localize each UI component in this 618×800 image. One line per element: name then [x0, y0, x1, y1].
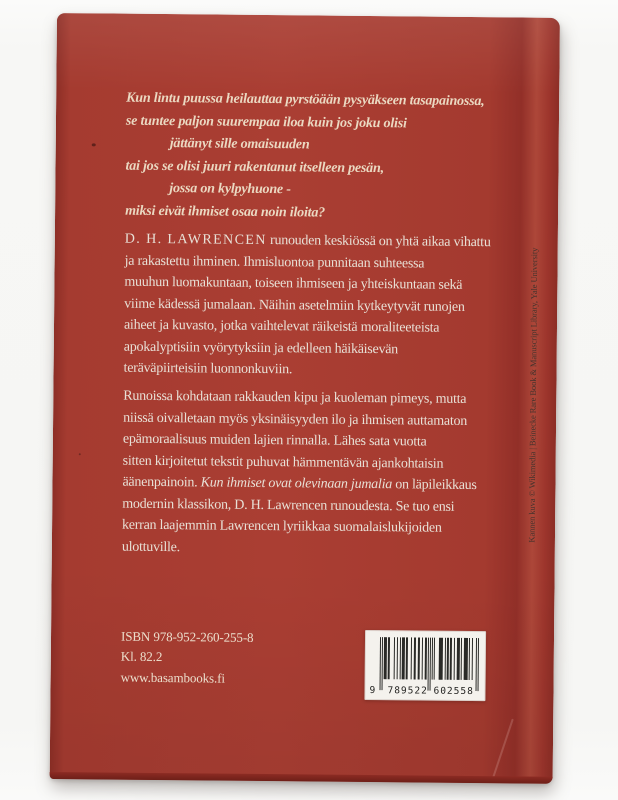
- text-segment: on läpileikkaus: [391, 477, 477, 494]
- dust-speck: [79, 453, 81, 455]
- text-line: [123, 429, 477, 454]
- text-segment: se tuntee paljon suurempaa iloa kuin jos joku olisi: [125, 113, 407, 131]
- text-line: [126, 88, 485, 114]
- text-segment: ulottuville.: [121, 539, 181, 555]
- barcode-bar: [449, 638, 451, 680]
- barcode-bar: [434, 638, 435, 680]
- barcode-bar: [382, 637, 384, 690]
- text-segment: teräväpiirteisiin luonnonkuviin.: [123, 360, 293, 378]
- text-segment: apokalyptisiin vyörytyksiin ja edelleen häikäisevän: [123, 339, 399, 357]
- text-segment: viime kädessä jumalaan. Näihin asetelmiin kytkeytyvät runojen: [124, 296, 465, 315]
- publisher-block: [121, 627, 254, 689]
- book-back-cover: [50, 13, 560, 784]
- barcode-digits: [365, 630, 486, 698]
- barcode-digit-group2: 602558: [433, 685, 474, 698]
- isbn-line: ISBN 978-952-260-255-8: [120, 628, 254, 645]
- dust-speck: [92, 143, 96, 146]
- text-segment: tai jos se olisi juuri rakentanut itselleen pesän,: [125, 158, 384, 176]
- text-segment: runouden keskiössä on yhtä aikaa vihattu: [266, 233, 491, 251]
- classification-line: Kl. 82.2: [120, 648, 163, 665]
- barcode-bar: [424, 638, 426, 680]
- text-line: [125, 229, 491, 254]
- text-line: [122, 515, 476, 540]
- text-segment: äänenpainoin.: [122, 474, 201, 491]
- barcode-bar: [388, 637, 390, 679]
- text-segment: ja rakastettu ihminen. Ihmisluontoa punnitaan suhteessa: [124, 253, 425, 272]
- text-segment: Runoissa kohdataan rakkauden kipu ja kuoleman pimeys, mutta: [123, 388, 467, 407]
- scratch-mark: [492, 719, 514, 778]
- cover-photo-credit: Kannen kuva © Wikimedia | Beinecke Rare Book & Manuscript Library, Yale University: [526, 247, 540, 543]
- text-line: [126, 133, 485, 159]
- barcode-bar: [396, 637, 397, 679]
- barcode-bar: [439, 638, 443, 680]
- text-segment: niissä oivalletaan myös yksinäisyyden ilo ja ihmisen auttamaton: [123, 410, 468, 429]
- barcode-bar: [401, 637, 405, 679]
- text-segment: miksi eivät ihmiset osaa noin iloita?: [125, 203, 326, 221]
- text-segment: D. H. LAWRENCEN: [124, 231, 267, 249]
- text-segment: aiheet ja kuvasto, jotka vaihtelevat räikeistä moraliteeteista: [123, 317, 440, 336]
- barcode-bar: [464, 638, 468, 680]
- barcode-bar: [446, 638, 448, 680]
- barcode-bar: [461, 638, 462, 680]
- barcode-bar: [468, 638, 469, 680]
- barcode-label: [364, 630, 486, 701]
- text-line: [123, 386, 477, 411]
- text-line: [122, 472, 476, 497]
- barcode-bar: [454, 638, 455, 680]
- text-line: [123, 358, 489, 383]
- text-segment: muuhun luomakuntaan, toiseen ihmiseen ja yhteiskuntaan sekä: [124, 274, 463, 293]
- text-segment: Kun ihmiset ovat olevinaan jumalia: [200, 475, 393, 493]
- barcode-digit-left: 9: [369, 685, 377, 697]
- barcode-bar: [430, 638, 432, 691]
- paragraph-2: [122, 386, 478, 561]
- text-segment: jossa on kylpyhuone -: [169, 181, 291, 198]
- barcode-bar: [477, 638, 479, 691]
- text-segment: jättänyt sille omaisuuden: [169, 136, 310, 153]
- paragraph-1: [123, 229, 490, 383]
- text-line: [124, 272, 490, 297]
- barcode-bar: [457, 638, 461, 680]
- barcode-digit-group1: 789522: [387, 685, 428, 697]
- text-segment: kerran laajemmin Lawrencen lyriikkaa suomalaislukijoiden: [122, 517, 442, 536]
- barcode-bar: [471, 638, 472, 680]
- barcode-bar: [384, 637, 388, 679]
- barcode-bar: [417, 637, 419, 679]
- barcode-bar: [406, 637, 408, 679]
- text-segment: modernin klassikon, D. H. Lawrencen runoudesta. Se tuo ensi: [122, 496, 455, 515]
- website-line: www.basambooks.fi: [120, 669, 226, 686]
- barcode-bar: [421, 638, 422, 680]
- text-line: [125, 178, 484, 204]
- quote-block: [125, 88, 485, 227]
- barcode-bar: [411, 637, 412, 679]
- text-segment: Kun lintu puussa heilauttaa pyrstöään pysyäkseen tasapainossa,: [126, 90, 485, 110]
- text-segment: sitten kirjoitetut tekstit puhuvat hämmentävän ajankohtaisin: [122, 453, 444, 472]
- barcode-bar: [393, 637, 394, 679]
- text-segment: epämoraalisuus muiden lajien rinnalla. Lähes sata vuotta: [122, 431, 427, 450]
- barcode-bar: [414, 637, 416, 679]
- text-line: [125, 201, 484, 227]
- text-line: [124, 315, 490, 340]
- text-line: [122, 536, 476, 561]
